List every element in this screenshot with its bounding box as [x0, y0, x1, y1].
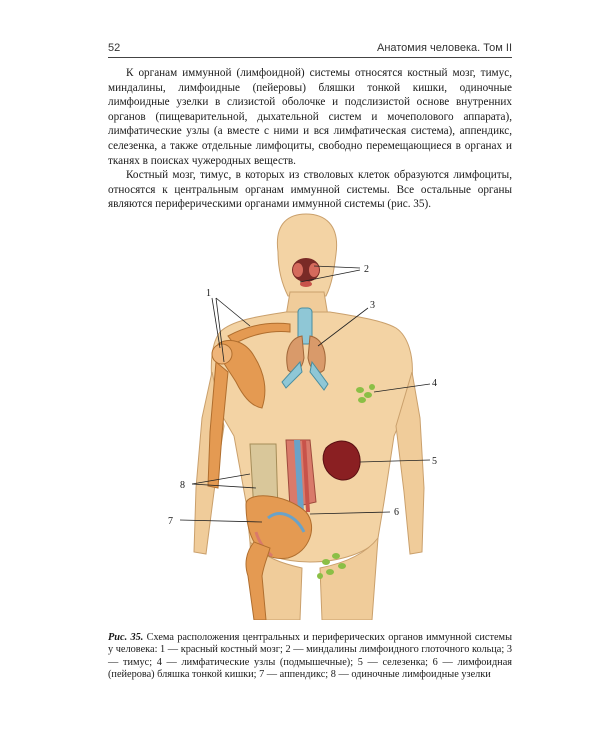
header-rule [108, 57, 512, 58]
figure-label-6: 6 [394, 507, 399, 518]
figure-label-4: 4 [432, 378, 437, 389]
figure-label-2: 2 [364, 264, 369, 275]
running-title: Анатомия человека. Том II [376, 42, 512, 54]
caption-label: Рис. 35. [108, 632, 144, 643]
caption-text: Схема расположения центральных и периферических органов иммунной системы у человека: 1 — красный костный мозг; 2 — миндалины лимфоидного глоточного кольца; 3 — тимус; 4 — лимфатические узлы (подмышечные); 5 — селезенка; 6 — лимфоидная (пейерова) бляшка тонкой кишки; 7 — аппендикс; 8 — одиночные лимфоидные узелки [108, 632, 512, 681]
figure-label-7: 7 [168, 516, 173, 527]
paragraph: Костный мозг, тимус, в которых из стволовых клеток образуются лимфоциты, относятся к центральным органам иммунной системы. Все остальные органы являются периферическими органами иммунной системы (рис. 35). [108, 169, 512, 211]
figure-label-8: 8 [180, 480, 185, 491]
running-header [108, 42, 512, 58]
anatomy-figure [150, 212, 470, 620]
paragraph: К органам иммунной (лимфоидной) системы относятся костный мозг, тимус, миндалины, лимфоидные (пейеровы) бляшки тонкой кишки, одиночные лимфоидные узелки в слизистой оболочке и подслизистой основе внутренних органов (пищеварительной, дыхательной систем и мочеполового аппарата), лимфатические узлы (а вместе с ними и вся лимфатическая система), аппендикс, селезенка, а также отдельные лимфоциты, свободно перемещающиеся в органах и тканях в поисках чужеродных веществ. [108, 67, 512, 167]
figure-label-3: 3 [370, 300, 375, 311]
figure-label-5: 5 [432, 456, 437, 467]
figure-label-1: 1 [206, 288, 211, 299]
anatomy-illustration [150, 212, 470, 620]
body-text [108, 66, 512, 212]
page-number: 52 [108, 42, 121, 54]
figure-caption [108, 632, 512, 682]
